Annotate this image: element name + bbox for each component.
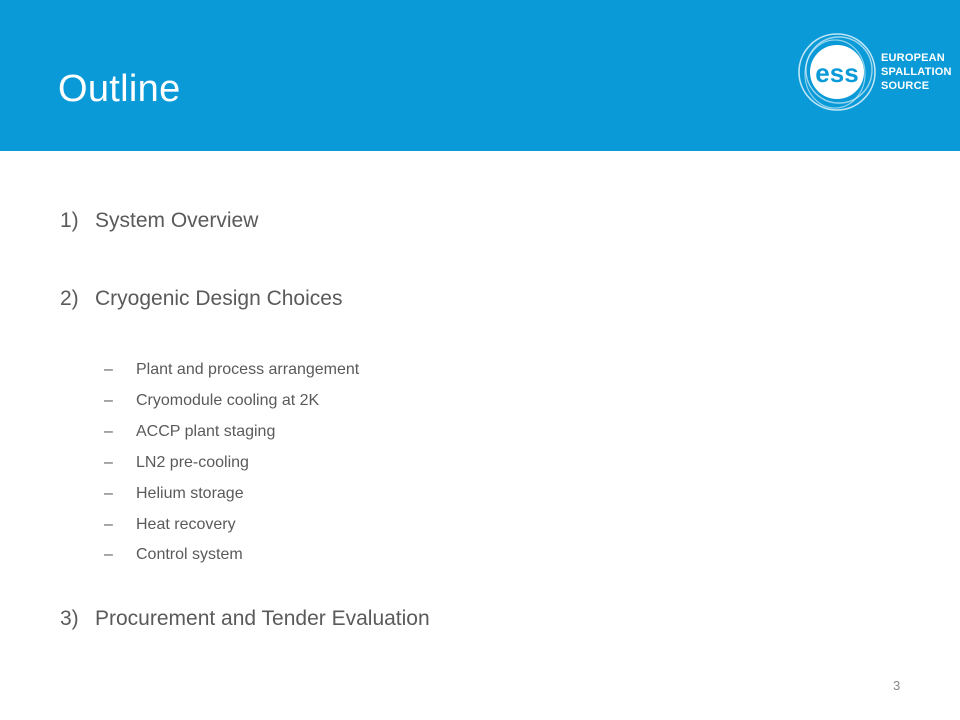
outline-item-2-label: Cryogenic Design Choices	[95, 287, 343, 310]
sub-item	[104, 392, 319, 410]
sub-item-label: Cryomodule cooling at 2K	[136, 392, 320, 409]
sub-item-dash: –	[104, 516, 113, 533]
header-banner	[0, 0, 960, 151]
sub-item	[104, 361, 359, 379]
sub-item-dash: –	[104, 485, 113, 502]
sub-item	[104, 423, 275, 441]
ess-logo	[795, 30, 952, 114]
sub-item-dash: –	[104, 454, 113, 471]
outline-item-3-label: Procurement and Tender Evaluation	[95, 607, 430, 630]
logo-line-2: SPALLATION	[881, 66, 952, 78]
sub-item-label: Control system	[136, 546, 243, 563]
sub-item	[104, 516, 236, 534]
outline-item-2	[60, 287, 342, 311]
sub-item-dash: –	[104, 361, 113, 378]
sub-item-dash: –	[104, 423, 113, 440]
outline-item-3-number: 3)	[60, 607, 79, 630]
sub-item-dash: –	[104, 546, 113, 563]
outline-item-1-number: 1)	[60, 209, 79, 232]
sub-item	[104, 485, 244, 503]
outline-item-3	[60, 607, 430, 631]
outline-item-1-label: System Overview	[95, 209, 259, 232]
outline-item-2-number: 2)	[60, 287, 79, 310]
sub-item	[104, 546, 243, 564]
sub-item-label: LN2 pre-cooling	[136, 454, 249, 471]
slide-title: Outline	[58, 68, 181, 110]
ess-logo-wordmark	[881, 51, 952, 93]
ess-logo-icon	[795, 30, 879, 114]
sub-item-label: Plant and process arrangement	[136, 361, 360, 378]
ess-logo-mark: ess	[815, 58, 859, 88]
page-number: 3	[893, 678, 901, 693]
sub-item-dash: –	[104, 392, 113, 409]
sub-item-label: Helium storage	[136, 485, 244, 502]
logo-line-3: SOURCE	[881, 80, 930, 92]
sub-item	[104, 454, 249, 472]
sub-item-label: Heat recovery	[136, 516, 236, 533]
outline-item-1	[60, 209, 258, 233]
sub-item-label: ACCP plant staging	[136, 423, 276, 440]
logo-line-1: EUROPEAN	[881, 52, 945, 64]
